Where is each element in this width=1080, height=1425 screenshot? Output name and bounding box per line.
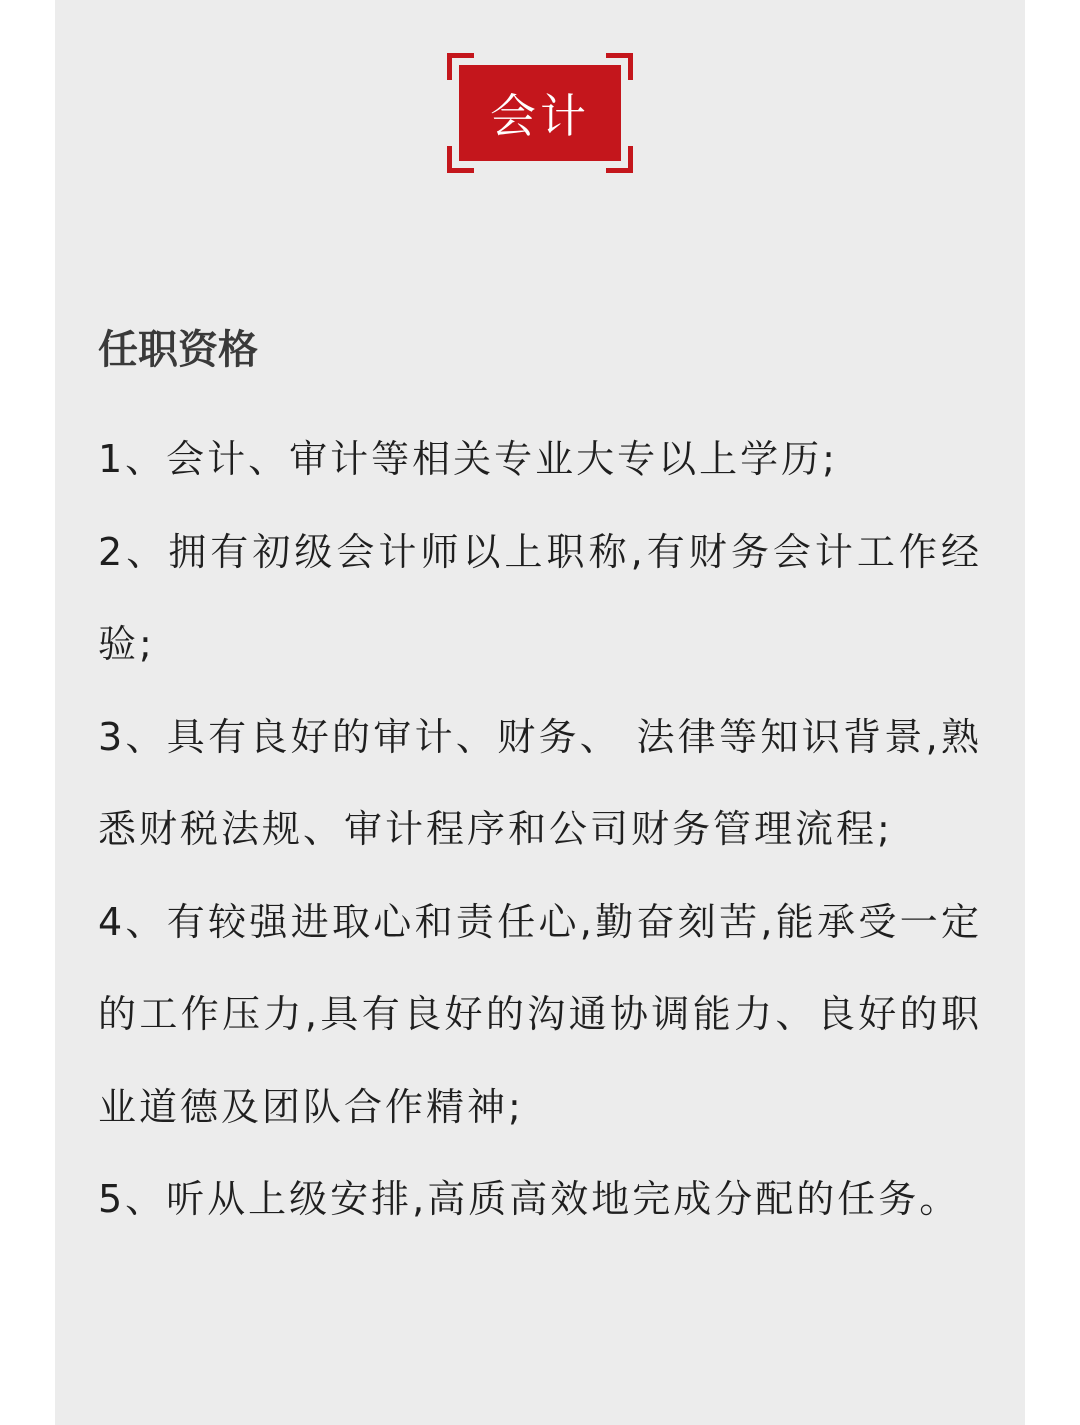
requirement-item: 2、拥有初级会计师以上职称,有财务会计工作经验; xyxy=(98,529,982,666)
requirement-item: 3、具有良好的审计、财务、 法律等知识背景,熟悉财税法规、审计程序和公司财务管理流程; xyxy=(98,714,982,851)
requirement-item: 5、听从上级安排,高质高效地完成分配的任务。 xyxy=(98,1177,961,1221)
section-heading: 任职资格 xyxy=(98,327,258,373)
requirement-item: 1、会计、审计等相关专业大专以上学历; xyxy=(98,437,838,481)
title-box xyxy=(459,65,621,161)
requirement-item: 4、有较强进取心和责任心,勤奋刻苦,能承受一定的工作压力,具有良好的沟通协调能力、良好的职业道德及团队合作精神; xyxy=(98,899,982,1129)
title-badge xyxy=(447,53,633,173)
page-title: 会计 xyxy=(490,89,590,143)
requirements-list xyxy=(98,413,982,1246)
